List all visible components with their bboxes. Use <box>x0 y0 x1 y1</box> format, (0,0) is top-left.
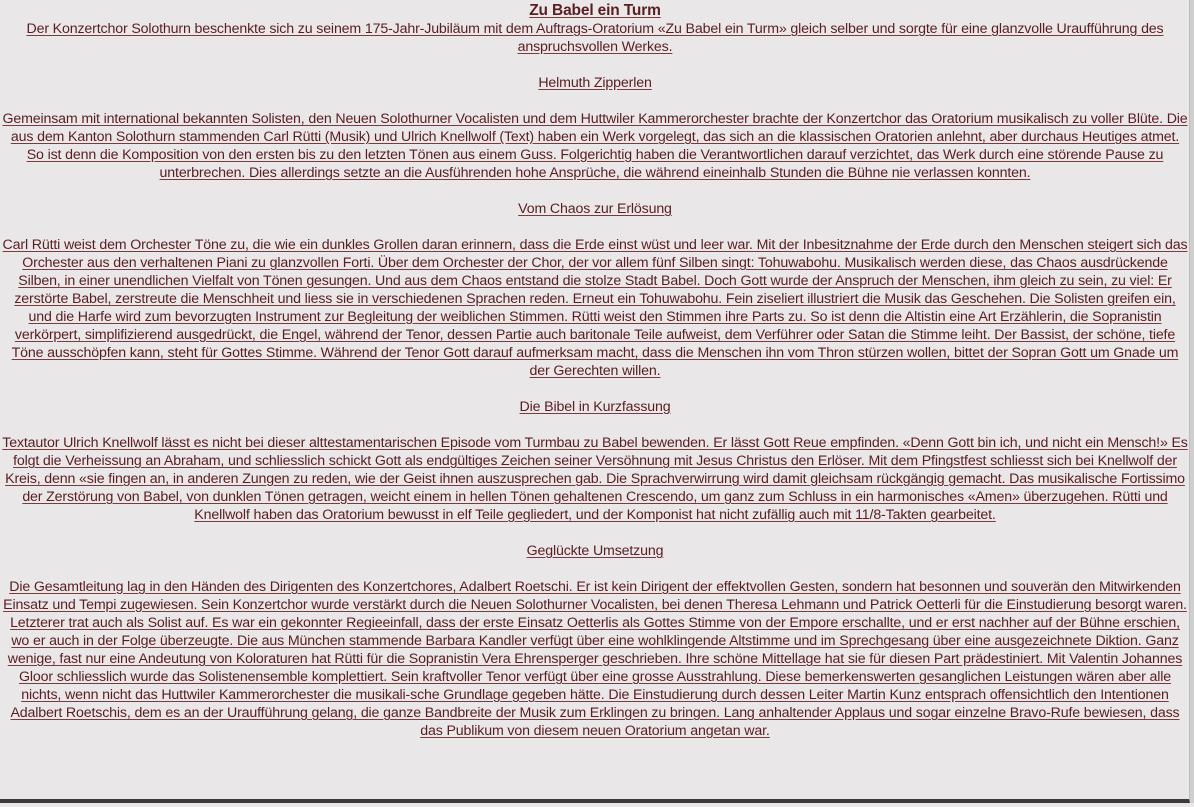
article <box>2 1 1188 740</box>
section-text-bibel: Textautor Ulrich Knellwolf lässt es nicht bei dieser alttestamentarischen Episode vom Turmbau zu Babel bewenden. Er lässt Gott Reue empfinden. «Denn Gott bin ich, und nicht ein Mensch!» Es folgt die Verheissung an Abraham, und schliesslich schickt Gott als endgültiges Zeichen seiner Versöhnung mit Jesus Christus den Erlöser. Mit dem Pfingstfest schliesst sich bei Knellwolf der Kreis, denn «sie fingen an, in anderen Zungen zu reden, wie der Geist ihnen auszusprechen gab. Die Sprachverwirrung wird damit gleichsam rückgängig gemacht. Das musikalische Fortissimo der Zerstörung von Babel, von dunklen Tönen getragen, weicht einem in hellen Tönen gehaltenen Crescendo, um ganz zum Schluss in ein harmonisches «Amen» überzugehen. Rütti und Knellwolf haben das Oratorium bewusst in elf Teile gegliedert, und der Komponist hat nicht zufällig auch mit 11/8-Takten gearbeitet. <box>2 435 1188 523</box>
spacer <box>2 56 1188 74</box>
spacer <box>2 560 1188 578</box>
scrollbar[interactable] <box>1190 0 1194 803</box>
spacer <box>2 416 1188 434</box>
article-title: Zu Babel ein Turm <box>529 2 661 19</box>
section-heading-umsetzung: Geglückte Umsetzung <box>526 543 664 559</box>
article-author: Helmuth Zipperlen <box>538 75 652 91</box>
spacer <box>2 524 1188 542</box>
section-heading-bibel: Die Bibel in Kurzfassung <box>519 399 671 415</box>
section-text-chaos: Carl Rütti weist dem Orchester Töne zu, die wie ein dunkles Grollen daran erinnern, dass die Erde einst wüst und leer war. Mit der Inbesitznahme der Erde durch den Menschen steigert sich das Orchester aus den verhaltenen Piani zu glanzvollen Forti. Über dem Orchester der Chor, der vor allem fünf Silben singt: Tohuwabohu. Musikalisch werden diese, das Chaos ausdrückende Silben, in einer unendlichen Vielfalt von Tönen gesungen. Und aus dem Chaos entstand die stolze Stadt Babel. Doch Gott wurde der Anspruch der Menschen, ihm gleich zu sein, zu viel: Er zerstörte Babel, zerstreute die Menschheit und liess sie in verschiedenen Sprachen reden. Erneut ein Tohuwabohu. Fein ziseliert illustriert die Musik das Geschehen. Die Solisten greifen ein, und die Harfe wird zum bevorzugten Instrument zur Begleitung der weiblichen Stimmen. Rütti weist den Stimmen ihre Parts zu. So ist denn die Altistin eine Art Erzählerin, die Sopranistin verkörpert, simplifizierend ausgedrückt, die Engel, während der Tenor, dessen Partie auch baritonale Teile aufweist, dem Verführer oder Satan die Stimme leiht. Der Bassist, der schöne, tiefe Töne ausschöpfen kann, steht für Gottes Stimme. Während der Tenor Gott darauf aufmerksam macht, dass die Menschen ihn vom Thron stürzen wollen, bittet der Sopran Gott um Gnade um der Gerechten willen. <box>2 237 1188 379</box>
spacer <box>2 92 1188 110</box>
article-intro: Gemeinsam mit international bekannten Solisten, den Neuen Solothurner Vocalisten und dem Huttwiler Kammerorchester brachte der Konzertchor das Oratorium musikalisch zu voller Blüte. Die aus dem Kanton Solothurn stammenden Carl Rütti (Musik) und Ulrich Knellwolf (Text) haben ein Werk vorgelegt, das sich an die klassischen Oratorien anlehnt, aber durchaus Heutiges atmet. So ist denn die Komposition von den ersten bis zu den letzten Tönen aus einem Guss. Folgerichtig haben die Verantwortlichen darauf verzichtet, das Werk durch eine störende Pause zu unterbrechen. Dies allerdings setzte an die Ausführenden hohe Ansprüche, die während eineinhalb Stunden die Bühne nie verlassen konnten. <box>2 111 1188 181</box>
spacer <box>2 218 1188 236</box>
article-lead: Der Konzertchor Solothurn beschenkte sich zu seinem 175-Jahr-Jubiläum mit dem Auftrags-Oratorium «Zu Babel ein Turm» gleich selber und sorgte für eine glanzvolle Uraufführung des anspruchsvollen Werkes. <box>26 21 1164 55</box>
spacer <box>2 380 1188 398</box>
section-heading-chaos: Vom Chaos zur Erlösung <box>518 201 672 217</box>
section-text-umsetzung: Die Gesamtleitung lag in den Händen des Dirigenten des Konzertchores, Adalbert Roetschi. Er ist kein Dirigent der effektvollen Gesten, sondern hat besonnen und souverän den Mitwirkenden Einsatz und Tempi zugewiesen. Sein Konzertchor wurde verstärkt durch die Neuen Solothurner Vocalisten, bei denen Theresa Lehmann und Patrick Oetterli für die Einstudierung besorgt waren. Letzterer trat auch als Solist auf. Es war ein gekonnter Regieeinfall, dass der erste Einsatz Oetterlis als Gottes Stimme von der Empore erschallte, und er erst nachher auf der Bühne erschien, wo er auch in der Folge überzeugte. Die aus München stammende Barbara Kandler verfügt über eine wohlklingende Altstimme und im Sprechgesang über eine ausgezeichnete Diktion. Ganz wenige, fast nur eine Andeutung von Koloraturen hat Rütti für die Sopranistin Vera Ehrensperger geschrieben. Ihre schöne Mittellage hat sie für diesen Part prädestiniert. Mit Valentin Johannes Gloor schliesslich wurde das Solistenensemble komplettiert. Sein kraftvoller Tenor verfügt über eine grosse Ausstrahlung. Diese bemerkenswerten gesanglichen Leistungen wären aber alle nichts, wenn nicht das Huttwiler Kammerorchester die musikali-sche Grundlage gegeben hätte. Die Einstudierung durch dessen Leiter Martin Kunz entsprach offensichtlich den Intentionen Adalbert Roetschis, dem es an der Uraufführung gelang, die ganze Bandbreite der Musik zum Erklingen zu bringen. Lang anhaltender Applaus und sogar einzelne Bravo-Rufe bewiesen, dass das Publikum von diesem neuen Oratorium angetan war. <box>3 579 1187 739</box>
spacer <box>2 182 1188 200</box>
